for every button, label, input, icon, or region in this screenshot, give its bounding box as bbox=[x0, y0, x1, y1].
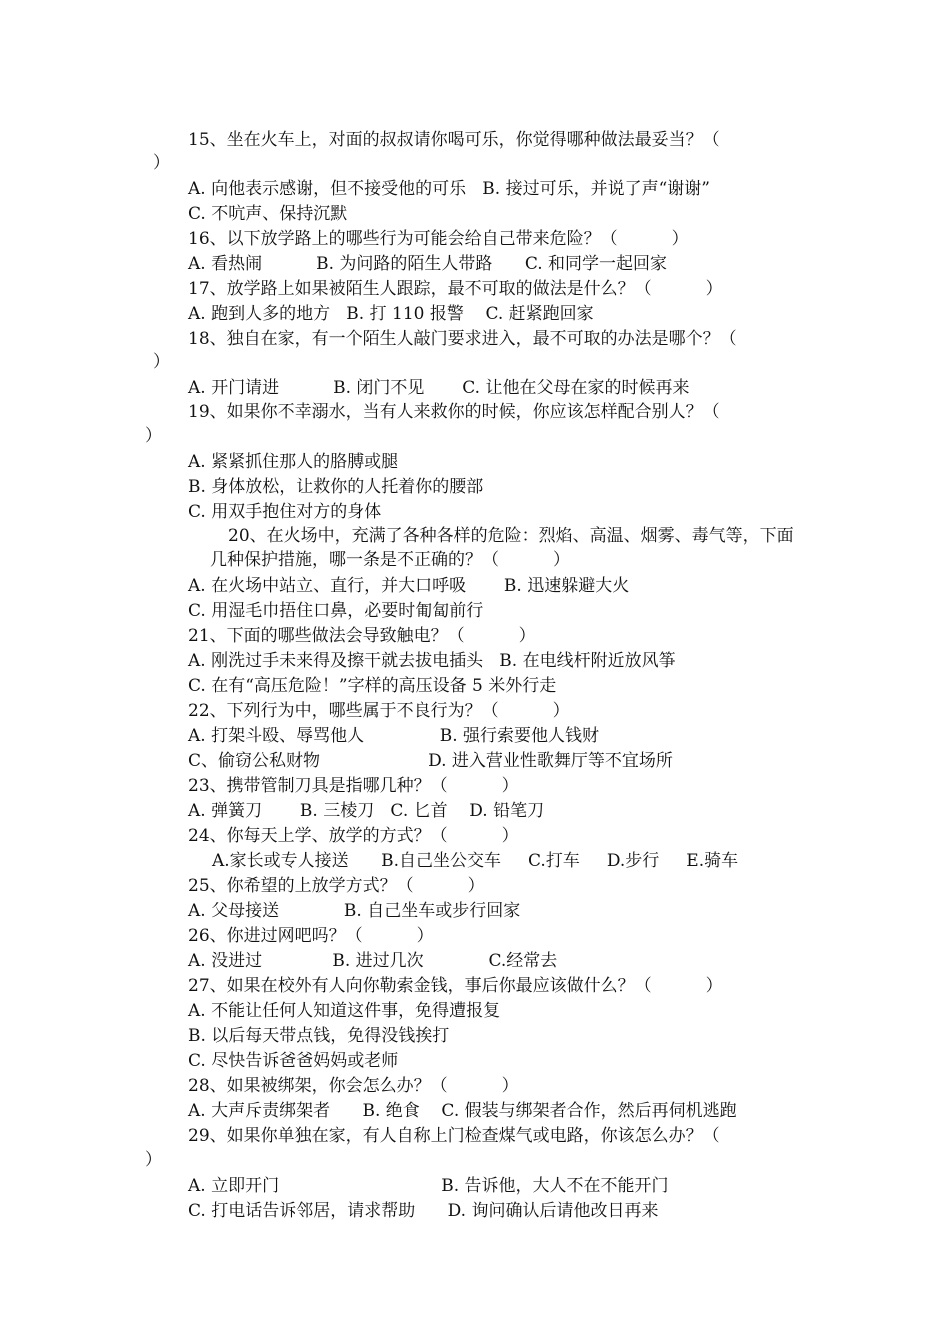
question-19-bracket: ） bbox=[145, 426, 162, 446]
question-20-option-c: C. 用湿毛巾捂住口鼻，必要时匍匐前行 bbox=[188, 601, 484, 621]
question-25: 25、你希望的上放学方式？（ ） bbox=[188, 876, 485, 896]
question-27-option-c: C. 尽快告诉爸爸妈妈或老师 bbox=[188, 1051, 399, 1071]
question-28: 28、如果被绑架，你会怎么办？（ ） bbox=[188, 1076, 519, 1096]
question-22-options-ab: A. 打架斗殴、辱骂他人 B. 强行索要他人钱财 bbox=[188, 726, 600, 746]
question-16: 16、以下放学路上的哪些行为可能会给自己带来危险？（ ） bbox=[188, 229, 689, 249]
question-28-options: A. 大声斥责绑架者 B. 绝食 C. 假装与绑架者合作，然后再伺机逃跑 bbox=[188, 1101, 737, 1121]
question-27-option-b: B. 以后每天带点钱，免得没钱挨打 bbox=[188, 1026, 450, 1046]
question-18: 18、独自在家，有一个陌生人敲门要求进入，最不可取的办法是哪个？（ bbox=[188, 329, 737, 349]
question-19: 19、如果你不幸溺水，当有人来救你的时候，你应该怎样配合别人？（ bbox=[188, 402, 720, 422]
question-20-options-ab: A. 在火场中站立、直行，并大口呼吸 B. 迅速躲避大火 bbox=[188, 576, 630, 596]
question-20: 20、在火场中，充满了各种各样的危险：烈焰、高温、烟雾、毒气等，下面 bbox=[228, 526, 794, 546]
question-20-continued: 几种保护措施，哪一条是不正确的？（ ） bbox=[210, 550, 571, 570]
question-26: 26、你进过网吧吗？（ ） bbox=[188, 926, 434, 946]
question-27-option-a: A. 不能让任何人知道这件事，免得遭报复 bbox=[188, 1001, 501, 1021]
question-17: 17、放学路上如果被陌生人跟踪，最不可取的做法是什么？（ ） bbox=[188, 279, 723, 299]
question-19-option-a: A. 紧紧抓住那人的胳膊或腿 bbox=[188, 452, 399, 472]
question-15-option-c: C. 不吭声、保持沉默 bbox=[188, 204, 348, 224]
question-17-options: A. 跑到人多的地方 B. 打 110 报警 C. 赶紧跑回家 bbox=[188, 304, 594, 324]
question-26-options: A. 没进过 B. 进过几次 C.经常去 bbox=[188, 951, 558, 971]
question-23: 23、携带管制刀具是指哪几种？（ ） bbox=[188, 776, 519, 796]
question-15-options-ab: A. 向他表示感谢，但不接受他的可乐 B. 接过可乐，并说了声“谢谢” bbox=[188, 179, 710, 199]
question-15-bracket: ） bbox=[153, 153, 170, 173]
question-23-options: A. 弹簧刀 B. 三棱刀 C. 匕首 D. 铅笔刀 bbox=[188, 801, 545, 821]
question-24: 24、你每天上学、放学的方式？（ ） bbox=[188, 826, 519, 846]
question-22: 22、下列行为中，哪些属于不良行为？（ ） bbox=[188, 701, 570, 721]
question-29: 29、如果你单独在家，有人自称上门检查煤气或电路，你该怎么办？（ bbox=[188, 1126, 720, 1146]
question-18-bracket: ） bbox=[153, 352, 170, 372]
question-19-option-c: C. 用双手抱住对方的身体 bbox=[188, 502, 382, 522]
question-27: 27、如果在校外有人向你勒索金钱，事后你最应该做什么？（ ） bbox=[188, 976, 723, 996]
question-29-options-cd: C. 打电话告诉邻居，请求帮助 D. 询问确认后请他改日再来 bbox=[188, 1201, 659, 1221]
question-16-options: A. 看热闹 B. 为问路的陌生人带路 C. 和同学一起回家 bbox=[188, 254, 668, 274]
question-22-options-cd: C、偷窃公私财物 D. 进入营业性歌舞厅等不宜场所 bbox=[188, 751, 673, 771]
question-24-options: A.家长或专人接送 B.自己坐公交车 C.打车 D.步行 E.骑车 bbox=[212, 851, 739, 871]
question-19-option-b: B. 身体放松，让救你的人托着你的腰部 bbox=[188, 477, 484, 497]
question-29-options-ab: A. 立即开门 B. 告诉他，大人不在不能开门 bbox=[188, 1176, 669, 1196]
question-29-bracket: ） bbox=[145, 1150, 162, 1170]
question-21-options-ab: A. 刚洗过手未来得及擦干就去拔电插头 B. 在电线杆附近放风筝 bbox=[188, 651, 676, 671]
question-18-options: A. 开门请进 B. 闭门不见 C. 让他在父母在家的时候再来 bbox=[188, 378, 690, 398]
question-21-option-c: C. 在有“高压危险！”字样的高压设备 5 米外行走 bbox=[188, 676, 557, 696]
question-21: 21、下面的哪些做法会导致触电？（ ） bbox=[188, 626, 536, 646]
question-25-options: A. 父母接送 B. 自己坐车或步行回家 bbox=[188, 901, 521, 921]
question-15: 15、坐在火车上，对面的叔叔请你喝可乐，你觉得哪种做法最妥当？（ bbox=[188, 130, 720, 150]
